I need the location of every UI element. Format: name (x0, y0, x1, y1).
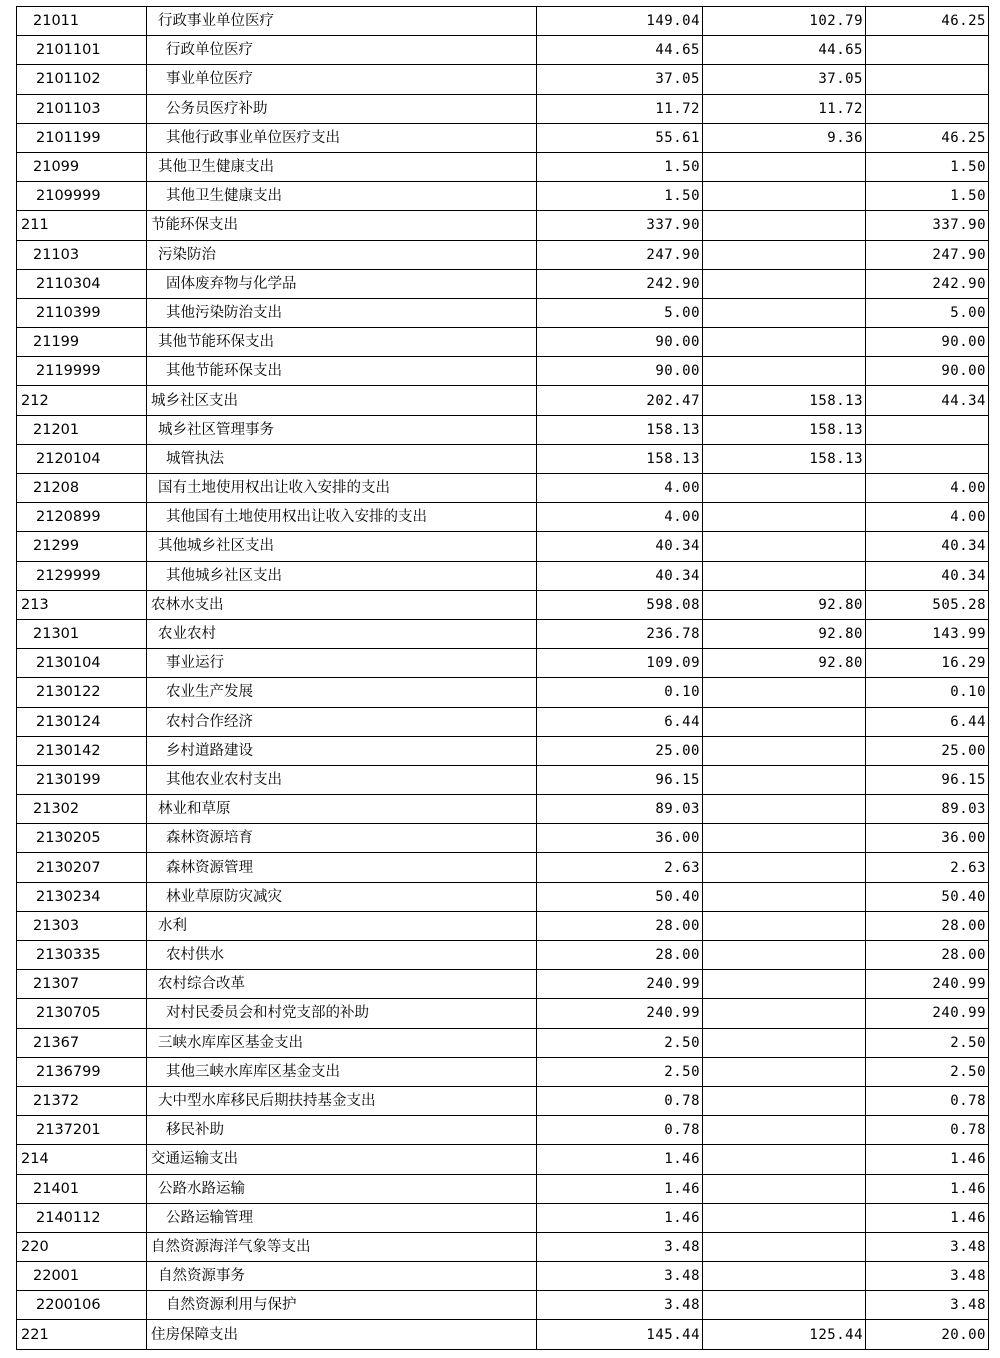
budget-table-container (16, 6, 988, 1350)
table-row (17, 123, 989, 152)
table-row (17, 619, 989, 648)
project-expenditure-cell: 25.00 (866, 736, 989, 765)
total-amount-cell: 1.46 (537, 1203, 703, 1232)
project-expenditure-cell: 242.90 (866, 269, 989, 298)
project-expenditure-cell: 46.25 (866, 123, 989, 152)
basic-expenditure-cell (703, 298, 866, 327)
table-row (17, 415, 989, 444)
subject-name-cell: 其他节能环保支出 (147, 357, 537, 386)
subject-name-cell: 行政单位医疗 (147, 36, 537, 65)
table-row (17, 1320, 989, 1349)
table-row (17, 94, 989, 123)
subject-name-cell: 公务员医疗补助 (147, 94, 537, 123)
subject-name-cell: 固体废弃物与化学品 (147, 269, 537, 298)
basic-expenditure-cell (703, 795, 866, 824)
subject-name-cell: 其他节能环保支出 (147, 328, 537, 357)
basic-expenditure-cell (703, 211, 866, 240)
total-amount-cell: 2.50 (537, 1057, 703, 1086)
subject-code-cell: 221 (17, 1320, 147, 1349)
subject-code-cell: 21303 (17, 911, 147, 940)
project-expenditure-cell: 28.00 (866, 911, 989, 940)
total-amount-cell: 2.50 (537, 1028, 703, 1057)
table-row (17, 65, 989, 94)
table-row (17, 474, 989, 503)
subject-name-cell: 事业运行 (147, 649, 537, 678)
total-amount-cell: 28.00 (537, 911, 703, 940)
total-amount-cell: 598.08 (537, 590, 703, 619)
table-row (17, 882, 989, 911)
subject-name-cell: 公路水路运输 (147, 1174, 537, 1203)
subject-code-cell: 21201 (17, 415, 147, 444)
total-amount-cell: 4.00 (537, 503, 703, 532)
total-amount-cell: 50.40 (537, 882, 703, 911)
project-expenditure-cell: 505.28 (866, 590, 989, 619)
subject-code-cell: 21301 (17, 619, 147, 648)
subject-name-cell: 其他三峡水库库区基金支出 (147, 1057, 537, 1086)
total-amount-cell: 3.48 (537, 1262, 703, 1291)
project-expenditure-cell: 90.00 (866, 328, 989, 357)
table-row (17, 765, 989, 794)
budget-expenditure-table (16, 6, 989, 1350)
subject-name-cell: 污染防治 (147, 240, 537, 269)
subject-code-cell: 2109999 (17, 182, 147, 211)
basic-expenditure-cell: 92.80 (703, 590, 866, 619)
subject-code-cell: 2120899 (17, 503, 147, 532)
subject-code-cell: 21208 (17, 474, 147, 503)
project-expenditure-cell: 2.50 (866, 1028, 989, 1057)
project-expenditure-cell: 240.99 (866, 999, 989, 1028)
basic-expenditure-cell (703, 1291, 866, 1320)
project-expenditure-cell (866, 94, 989, 123)
table-row (17, 1028, 989, 1057)
basic-expenditure-cell: 37.05 (703, 65, 866, 94)
project-expenditure-cell: 28.00 (866, 941, 989, 970)
subject-code-cell: 21103 (17, 240, 147, 269)
total-amount-cell: 145.44 (537, 1320, 703, 1349)
table-row (17, 211, 989, 240)
subject-name-cell: 自然资源利用与保护 (147, 1291, 537, 1320)
total-amount-cell: 242.90 (537, 269, 703, 298)
total-amount-cell: 236.78 (537, 619, 703, 648)
total-amount-cell: 240.99 (537, 999, 703, 1028)
project-expenditure-cell: 3.48 (866, 1262, 989, 1291)
table-row (17, 357, 989, 386)
table-row (17, 853, 989, 882)
project-expenditure-cell: 2.63 (866, 853, 989, 882)
basic-expenditure-cell (703, 240, 866, 269)
subject-name-cell: 自然资源事务 (147, 1262, 537, 1291)
total-amount-cell: 4.00 (537, 474, 703, 503)
project-expenditure-cell: 40.34 (866, 561, 989, 590)
total-amount-cell: 36.00 (537, 824, 703, 853)
table-row (17, 590, 989, 619)
basic-expenditure-cell: 158.13 (703, 415, 866, 444)
subject-name-cell: 其他农业农村支出 (147, 765, 537, 794)
subject-code-cell: 2130142 (17, 736, 147, 765)
subject-code-cell: 212 (17, 386, 147, 415)
basic-expenditure-cell (703, 1057, 866, 1086)
basic-expenditure-cell: 92.80 (703, 619, 866, 648)
total-amount-cell: 89.03 (537, 795, 703, 824)
subject-code-cell: 21307 (17, 970, 147, 999)
total-amount-cell: 11.72 (537, 94, 703, 123)
basic-expenditure-cell (703, 561, 866, 590)
total-amount-cell: 109.09 (537, 649, 703, 678)
total-amount-cell: 5.00 (537, 298, 703, 327)
basic-expenditure-cell (703, 1203, 866, 1232)
subject-code-cell: 21367 (17, 1028, 147, 1057)
basic-expenditure-cell (703, 1116, 866, 1145)
subject-code-cell: 2136799 (17, 1057, 147, 1086)
subject-name-cell: 农村合作经济 (147, 707, 537, 736)
basic-expenditure-cell (703, 911, 866, 940)
total-amount-cell: 240.99 (537, 970, 703, 999)
total-amount-cell: 158.13 (537, 415, 703, 444)
total-amount-cell: 55.61 (537, 123, 703, 152)
basic-expenditure-cell (703, 999, 866, 1028)
basic-expenditure-cell (703, 532, 866, 561)
table-row (17, 532, 989, 561)
basic-expenditure-cell (703, 1232, 866, 1261)
subject-code-cell: 2101101 (17, 36, 147, 65)
basic-expenditure-cell (703, 1262, 866, 1291)
table-row (17, 1174, 989, 1203)
basic-expenditure-cell (703, 1145, 866, 1174)
subject-name-cell: 其他卫生健康支出 (147, 182, 537, 211)
subject-code-cell: 214 (17, 1145, 147, 1174)
project-expenditure-cell: 0.78 (866, 1116, 989, 1145)
subject-code-cell: 2130335 (17, 941, 147, 970)
basic-expenditure-cell: 158.13 (703, 444, 866, 473)
basic-expenditure-cell (703, 474, 866, 503)
project-expenditure-cell: 5.00 (866, 298, 989, 327)
basic-expenditure-cell: 125.44 (703, 1320, 866, 1349)
project-expenditure-cell: 3.48 (866, 1232, 989, 1261)
subject-name-cell: 国有土地使用权出让收入安排的支出 (147, 474, 537, 503)
subject-name-cell: 农林水支出 (147, 590, 537, 619)
subject-code-cell: 2200106 (17, 1291, 147, 1320)
subject-code-cell: 213 (17, 590, 147, 619)
subject-code-cell: 2101102 (17, 65, 147, 94)
project-expenditure-cell: 240.99 (866, 970, 989, 999)
subject-name-cell: 城管执法 (147, 444, 537, 473)
basic-expenditure-cell (703, 765, 866, 794)
subject-name-cell: 其他城乡社区支出 (147, 532, 537, 561)
project-expenditure-cell: 1.46 (866, 1145, 989, 1174)
subject-name-cell: 其他行政事业单位医疗支出 (147, 123, 537, 152)
table-row (17, 386, 989, 415)
subject-code-cell: 2101103 (17, 94, 147, 123)
subject-name-cell: 农村综合改革 (147, 970, 537, 999)
table-row (17, 298, 989, 327)
subject-name-cell: 农业生产发展 (147, 678, 537, 707)
total-amount-cell: 247.90 (537, 240, 703, 269)
total-amount-cell: 44.65 (537, 36, 703, 65)
basic-expenditure-cell (703, 269, 866, 298)
table-row (17, 1116, 989, 1145)
basic-expenditure-cell (703, 357, 866, 386)
basic-expenditure-cell: 9.36 (703, 123, 866, 152)
project-expenditure-cell: 50.40 (866, 882, 989, 911)
subject-code-cell: 2110304 (17, 269, 147, 298)
table-row (17, 911, 989, 940)
table-row (17, 999, 989, 1028)
table-row (17, 503, 989, 532)
basic-expenditure-cell (703, 1028, 866, 1057)
subject-code-cell: 2130207 (17, 853, 147, 882)
subject-code-cell: 21302 (17, 795, 147, 824)
subject-code-cell: 2130705 (17, 999, 147, 1028)
basic-expenditure-cell (703, 1174, 866, 1203)
subject-name-cell: 事业单位医疗 (147, 65, 537, 94)
project-expenditure-cell (866, 444, 989, 473)
table-row (17, 824, 989, 853)
subject-code-cell: 2119999 (17, 357, 147, 386)
total-amount-cell: 1.46 (537, 1174, 703, 1203)
basic-expenditure-cell (703, 882, 866, 911)
basic-expenditure-cell (703, 707, 866, 736)
subject-code-cell: 2130199 (17, 765, 147, 794)
table-row (17, 970, 989, 999)
basic-expenditure-cell (703, 182, 866, 211)
subject-name-cell: 森林资源培育 (147, 824, 537, 853)
total-amount-cell: 0.78 (537, 1086, 703, 1115)
basic-expenditure-cell (703, 1086, 866, 1115)
project-expenditure-cell (866, 36, 989, 65)
total-amount-cell: 40.34 (537, 561, 703, 590)
table-row (17, 1291, 989, 1320)
subject-name-cell: 森林资源管理 (147, 853, 537, 882)
total-amount-cell: 3.48 (537, 1232, 703, 1261)
subject-name-cell: 住房保障支出 (147, 1320, 537, 1349)
subject-name-cell: 其他卫生健康支出 (147, 152, 537, 181)
total-amount-cell: 0.78 (537, 1116, 703, 1145)
project-expenditure-cell: 1.46 (866, 1174, 989, 1203)
total-amount-cell: 90.00 (537, 357, 703, 386)
table-row (17, 795, 989, 824)
table-row (17, 678, 989, 707)
total-amount-cell: 37.05 (537, 65, 703, 94)
basic-expenditure-cell (703, 941, 866, 970)
subject-code-cell: 2110399 (17, 298, 147, 327)
table-row (17, 941, 989, 970)
basic-expenditure-cell: 11.72 (703, 94, 866, 123)
project-expenditure-cell: 0.10 (866, 678, 989, 707)
basic-expenditure-cell (703, 970, 866, 999)
project-expenditure-cell: 40.34 (866, 532, 989, 561)
basic-expenditure-cell (703, 736, 866, 765)
basic-expenditure-cell: 44.65 (703, 36, 866, 65)
total-amount-cell: 1.50 (537, 152, 703, 181)
project-expenditure-cell: 3.48 (866, 1291, 989, 1320)
subject-code-cell: 2130234 (17, 882, 147, 911)
subject-name-cell: 其他污染防治支出 (147, 298, 537, 327)
project-expenditure-cell: 4.00 (866, 474, 989, 503)
project-expenditure-cell (866, 415, 989, 444)
subject-code-cell: 211 (17, 211, 147, 240)
subject-name-cell: 水利 (147, 911, 537, 940)
basic-expenditure-cell: 102.79 (703, 7, 866, 36)
project-expenditure-cell: 36.00 (866, 824, 989, 853)
subject-code-cell: 21199 (17, 328, 147, 357)
table-row (17, 269, 989, 298)
table-row (17, 1145, 989, 1174)
basic-expenditure-cell (703, 853, 866, 882)
table-row (17, 1203, 989, 1232)
basic-expenditure-cell (703, 328, 866, 357)
table-row (17, 1232, 989, 1261)
subject-code-cell: 21401 (17, 1174, 147, 1203)
table-row (17, 736, 989, 765)
project-expenditure-cell: 6.44 (866, 707, 989, 736)
subject-name-cell: 其他国有土地使用权出让收入安排的支出 (147, 503, 537, 532)
table-row (17, 182, 989, 211)
subject-name-cell: 林业草原防灾减灾 (147, 882, 537, 911)
subject-name-cell: 对村民委员会和村党支部的补助 (147, 999, 537, 1028)
subject-name-cell: 乡村道路建设 (147, 736, 537, 765)
project-expenditure-cell: 2.50 (866, 1057, 989, 1086)
subject-code-cell: 220 (17, 1232, 147, 1261)
subject-code-cell: 22001 (17, 1262, 147, 1291)
project-expenditure-cell: 90.00 (866, 357, 989, 386)
project-expenditure-cell: 44.34 (866, 386, 989, 415)
basic-expenditure-cell (703, 152, 866, 181)
table-row (17, 649, 989, 678)
basic-expenditure-cell: 158.13 (703, 386, 866, 415)
project-expenditure-cell: 1.46 (866, 1203, 989, 1232)
subject-code-cell: 2129999 (17, 561, 147, 590)
total-amount-cell: 28.00 (537, 941, 703, 970)
subject-name-cell: 节能环保支出 (147, 211, 537, 240)
project-expenditure-cell: 0.78 (866, 1086, 989, 1115)
basic-expenditure-cell: 92.80 (703, 649, 866, 678)
subject-code-cell: 2130205 (17, 824, 147, 853)
total-amount-cell: 3.48 (537, 1291, 703, 1320)
table-row (17, 36, 989, 65)
subject-code-cell: 2130104 (17, 649, 147, 678)
total-amount-cell: 90.00 (537, 328, 703, 357)
total-amount-cell: 337.90 (537, 211, 703, 240)
project-expenditure-cell: 4.00 (866, 503, 989, 532)
total-amount-cell: 202.47 (537, 386, 703, 415)
subject-name-cell: 行政事业单位医疗 (147, 7, 537, 36)
basic-expenditure-cell (703, 503, 866, 532)
total-amount-cell: 25.00 (537, 736, 703, 765)
project-expenditure-cell: 143.99 (866, 619, 989, 648)
total-amount-cell: 158.13 (537, 444, 703, 473)
subject-name-cell: 城乡社区管理事务 (147, 415, 537, 444)
subject-code-cell: 2120104 (17, 444, 147, 473)
project-expenditure-cell: 46.25 (866, 7, 989, 36)
subject-name-cell: 公路运输管理 (147, 1203, 537, 1232)
table-row (17, 152, 989, 181)
subject-code-cell: 21011 (17, 7, 147, 36)
project-expenditure-cell: 16.29 (866, 649, 989, 678)
subject-name-cell: 林业和草原 (147, 795, 537, 824)
basic-expenditure-cell (703, 824, 866, 853)
table-row (17, 561, 989, 590)
subject-name-cell: 大中型水库移民后期扶持基金支出 (147, 1086, 537, 1115)
project-expenditure-cell: 247.90 (866, 240, 989, 269)
subject-code-cell: 2137201 (17, 1116, 147, 1145)
table-row (17, 444, 989, 473)
total-amount-cell: 40.34 (537, 532, 703, 561)
subject-name-cell: 三峡水库库区基金支出 (147, 1028, 537, 1057)
project-expenditure-cell: 1.50 (866, 152, 989, 181)
total-amount-cell: 149.04 (537, 7, 703, 36)
table-row (17, 707, 989, 736)
project-expenditure-cell: 1.50 (866, 182, 989, 211)
subject-name-cell: 移民补助 (147, 1116, 537, 1145)
subject-code-cell: 21372 (17, 1086, 147, 1115)
subject-code-cell: 21299 (17, 532, 147, 561)
table-row (17, 1262, 989, 1291)
subject-code-cell: 2140112 (17, 1203, 147, 1232)
total-amount-cell: 1.50 (537, 182, 703, 211)
table-row (17, 1086, 989, 1115)
total-amount-cell: 0.10 (537, 678, 703, 707)
total-amount-cell: 6.44 (537, 707, 703, 736)
subject-name-cell: 城乡社区支出 (147, 386, 537, 415)
project-expenditure-cell (866, 65, 989, 94)
subject-code-cell: 2130122 (17, 678, 147, 707)
total-amount-cell: 2.63 (537, 853, 703, 882)
subject-name-cell: 农村供水 (147, 941, 537, 970)
project-expenditure-cell: 89.03 (866, 795, 989, 824)
project-expenditure-cell: 96.15 (866, 765, 989, 794)
total-amount-cell: 96.15 (537, 765, 703, 794)
project-expenditure-cell: 337.90 (866, 211, 989, 240)
table-body (17, 7, 989, 1350)
subject-code-cell: 2130124 (17, 707, 147, 736)
subject-code-cell: 2101199 (17, 123, 147, 152)
total-amount-cell: 1.46 (537, 1145, 703, 1174)
subject-name-cell: 交通运输支出 (147, 1145, 537, 1174)
basic-expenditure-cell (703, 678, 866, 707)
table-row (17, 1057, 989, 1086)
table-row (17, 240, 989, 269)
subject-code-cell: 21099 (17, 152, 147, 181)
subject-name-cell: 自然资源海洋气象等支出 (147, 1232, 537, 1261)
table-row (17, 7, 989, 36)
project-expenditure-cell: 20.00 (866, 1320, 989, 1349)
table-row (17, 328, 989, 357)
subject-name-cell: 农业农村 (147, 619, 537, 648)
subject-name-cell: 其他城乡社区支出 (147, 561, 537, 590)
